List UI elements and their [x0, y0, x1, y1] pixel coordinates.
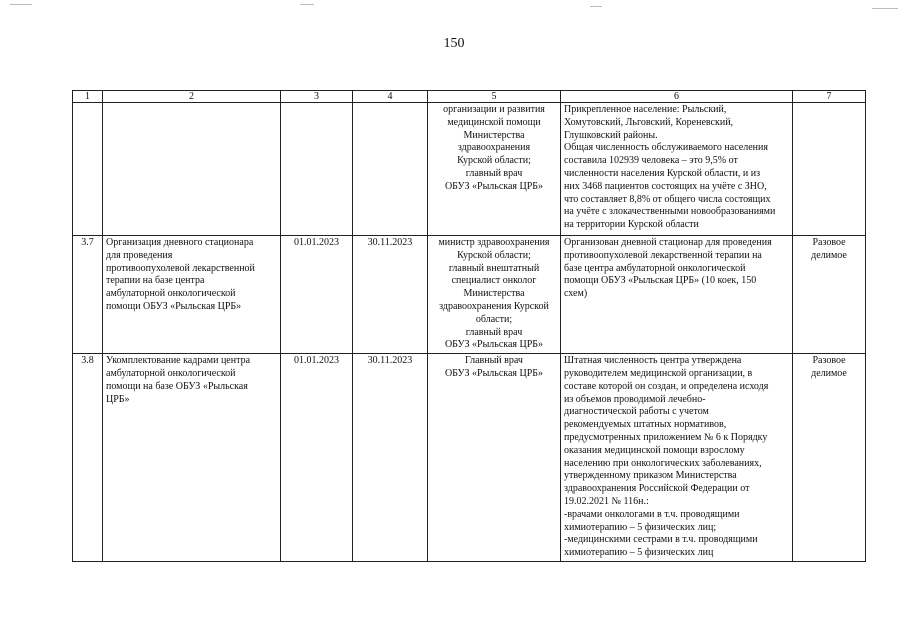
scan-edge-top-mid	[300, 4, 314, 5]
row-number: 3.7	[73, 236, 103, 354]
end-date-cell	[353, 103, 428, 236]
table-header-row	[73, 91, 866, 103]
responsible-cell: Главный врач ОБУЗ «Рыльская ЦРБ»	[428, 354, 561, 562]
plan-table	[72, 90, 866, 562]
header-cell: 4	[353, 91, 428, 103]
activity-cell: Организация дневного стационара для проведения противоопухолевой лекарственной терапии на базе центра амбулаторной онкологической помощи ОБУЗ «Рыльская ЦРБ»	[103, 236, 281, 354]
type-cell: Разовое делимое	[793, 354, 866, 562]
header-cell: 3	[281, 91, 353, 103]
scan-edge-top-mid2	[590, 6, 602, 7]
scan-edge-top-left	[10, 4, 32, 5]
end-date-cell: 30.11.2023	[353, 354, 428, 562]
start-date-cell	[281, 103, 353, 236]
table-row	[73, 236, 866, 354]
activity-cell: Укомплектование кадрами центра амбулаторной онкологической помощи на базе ОБУЗ «Рыльская ЦРБ»	[103, 354, 281, 562]
table-row	[73, 354, 866, 562]
end-date-cell: 30.11.2023	[353, 236, 428, 354]
start-date-cell: 01.01.2023	[281, 354, 353, 562]
row-number	[73, 103, 103, 236]
header-cell: 5	[428, 91, 561, 103]
header-cell: 6	[561, 91, 793, 103]
result-cell: Прикрепленное население: Рыльский, Хомутовский, Льговский, Кореневский, Глушковский районы. Общая численность обслуживаемого населения составила 102939 человека – это 9,5% от численности населения Курской области, и из них 3468 пациентов состоящих на учёте с ЗНО, что составляет 8,8% от общего числа состоящих на учёте с злокачественными новообразованиями на территории Курской области	[561, 103, 793, 236]
header-cell: 2	[103, 91, 281, 103]
responsible-cell: министр здравоохранения Курской области; главный внештатный специалист онколог Министерства здравоохранения Курской области; главный врач ОБУЗ «Рыльская ЦРБ»	[428, 236, 561, 354]
responsible-cell: организации и развития медицинской помощи Министерства здравоохранения Курской области; главный врач ОБУЗ «Рыльская ЦРБ»	[428, 103, 561, 236]
header-cell: 7	[793, 91, 866, 103]
activity-cell	[103, 103, 281, 236]
header-cell: 1	[73, 91, 103, 103]
scan-edge-top-right	[872, 8, 898, 9]
result-cell: Организован дневной стационар для проведения противоопухолевой лекарственной терапии на базе центра амбулаторной онкологической помощи ОБУЗ «Рыльская ЦРБ» (10 коек, 150 схем)	[561, 236, 793, 354]
type-cell	[793, 103, 866, 236]
result-cell: Штатная численность центра утверждена руководителем медицинской организации, в составе которой он создан, и определена исходя из объемов проводимой лечебно- диагностической работы с учетом рекомендуемых штатных нормативов, предусмотренных приложением № 6 к Порядку оказания медицинской помощи взрослому населению при онкологических заболеваниях, утвержденному приказом Министерства здравоохранения Российской Федерации от 19.02.2021 № 116н.: -врачами онкологами в т.ч. проводящими химиотерапию – 5 физических лиц; -медицинскими сестрами в т.ч. проводящими химиотерапию – 5 физических лиц	[561, 354, 793, 562]
row-number: 3.8	[73, 354, 103, 562]
page-number: 150	[443, 36, 465, 51]
table-row	[73, 103, 866, 236]
type-cell: Разовое делимое	[793, 236, 866, 354]
start-date-cell: 01.01.2023	[281, 236, 353, 354]
